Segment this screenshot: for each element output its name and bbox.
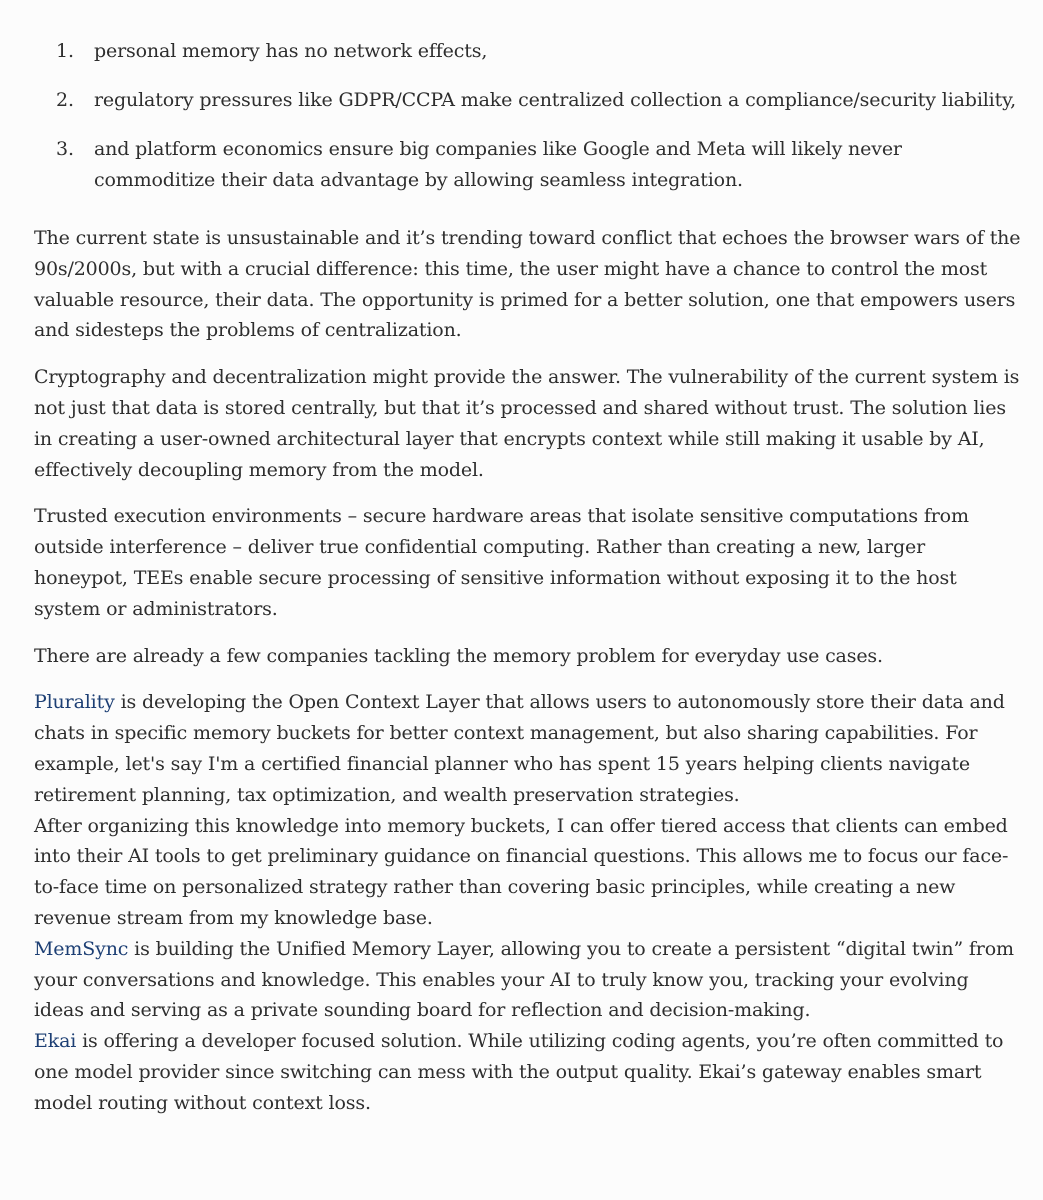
numbered-list-container bbox=[34, 36, 1024, 196]
plurality-description: is developing the Open Context Layer that allows users to autonomously store their data and chats in specific memory buckets for better context management, but also sharing capabilities. For example, let's say I'm a certified financial planner who has spent 15 years helping clients navigate retirement planning, tax optimization, and wealth preservation strategies. bbox=[34, 691, 1005, 806]
article-body bbox=[34, 36, 1024, 1119]
list-item-number: 2. bbox=[56, 89, 74, 111]
paragraph-memsync bbox=[34, 934, 1024, 1026]
list-item bbox=[34, 134, 1024, 196]
list-item-text: regulatory pressures like GDPR/CCPA make centralized collection a compliance/security liability, bbox=[94, 89, 1017, 111]
list-item bbox=[34, 36, 1024, 67]
paragraph-tee: Trusted execution environments – secure hardware areas that isolate sensitive computations from outside interference – deliver true confidential computing. Rather than creating a new, larger honeypot, TEEs enable secure processing of sensitive information without exposing it to the host system or administrators. bbox=[34, 505, 969, 620]
numbered-list bbox=[34, 36, 1024, 196]
paragraph-companies-intro: There are already a few companies tackling the memory problem for everyday use cases. bbox=[34, 644, 883, 667]
paragraph-plurality bbox=[34, 687, 1024, 810]
list-item-text: and platform economics ensure big companies like Google and Meta will likely never commoditize their data advantage by allowing seamless integration. bbox=[94, 138, 902, 191]
paragraph-cryptography: Cryptography and decentralization might provide the answer. The vulnerability of the current system is not just that data is stored centrally, but that it’s processed and shared without trust. The solution lies in creating a user-owned architectural layer that encrypts context while still making it usable by AI, effectively decoupling memory from the model. bbox=[34, 366, 1020, 481]
ekai-link[interactable]: Ekai bbox=[34, 1030, 77, 1053]
plurality-link[interactable]: Plurality bbox=[34, 691, 115, 714]
memsync-description: is building the Unified Memory Layer, allowing you to create a persistent “digital twin” from your conversations and knowledge. This enables your AI to truly know you, tracking your evolving ideas and serving as a private sounding board for reflection and decision-making. bbox=[34, 937, 1014, 1022]
list-item-text: personal memory has no network effects, bbox=[94, 40, 488, 62]
memsync-link[interactable]: MemSync bbox=[34, 937, 129, 960]
list-item-number: 3. bbox=[56, 138, 74, 160]
paragraph-current-state: The current state is unsustainable and it’s trending toward conflict that echoes the browser wars of the 90s/2000s, but with a crucial difference: this time, the user might have a chance to control the most valuable resource, their data. The opportunity is primed for a better solution, one that empowers users and sidesteps the problems of centralization. bbox=[34, 227, 1021, 342]
list-item bbox=[34, 85, 1024, 116]
ekai-description: is offering a developer focused solution. While utilizing coding agents, you’re often committed to one model provider since switching can mess with the output quality. Ekai’s gateway enables smart model routing without context loss. bbox=[34, 1030, 1004, 1114]
paragraph-ekai bbox=[34, 1026, 1024, 1118]
list-item-number: 1. bbox=[56, 40, 74, 62]
paragraph-plurality-continued: After organizing this knowledge into memory buckets, I can offer tiered access that clients can embed into their AI tools to get preliminary guidance on financial questions. This allows me to focus our face-to-face time on personalized strategy rather than covering basic principles, while creating a new revenue stream from my knowledge base. bbox=[34, 814, 1009, 929]
